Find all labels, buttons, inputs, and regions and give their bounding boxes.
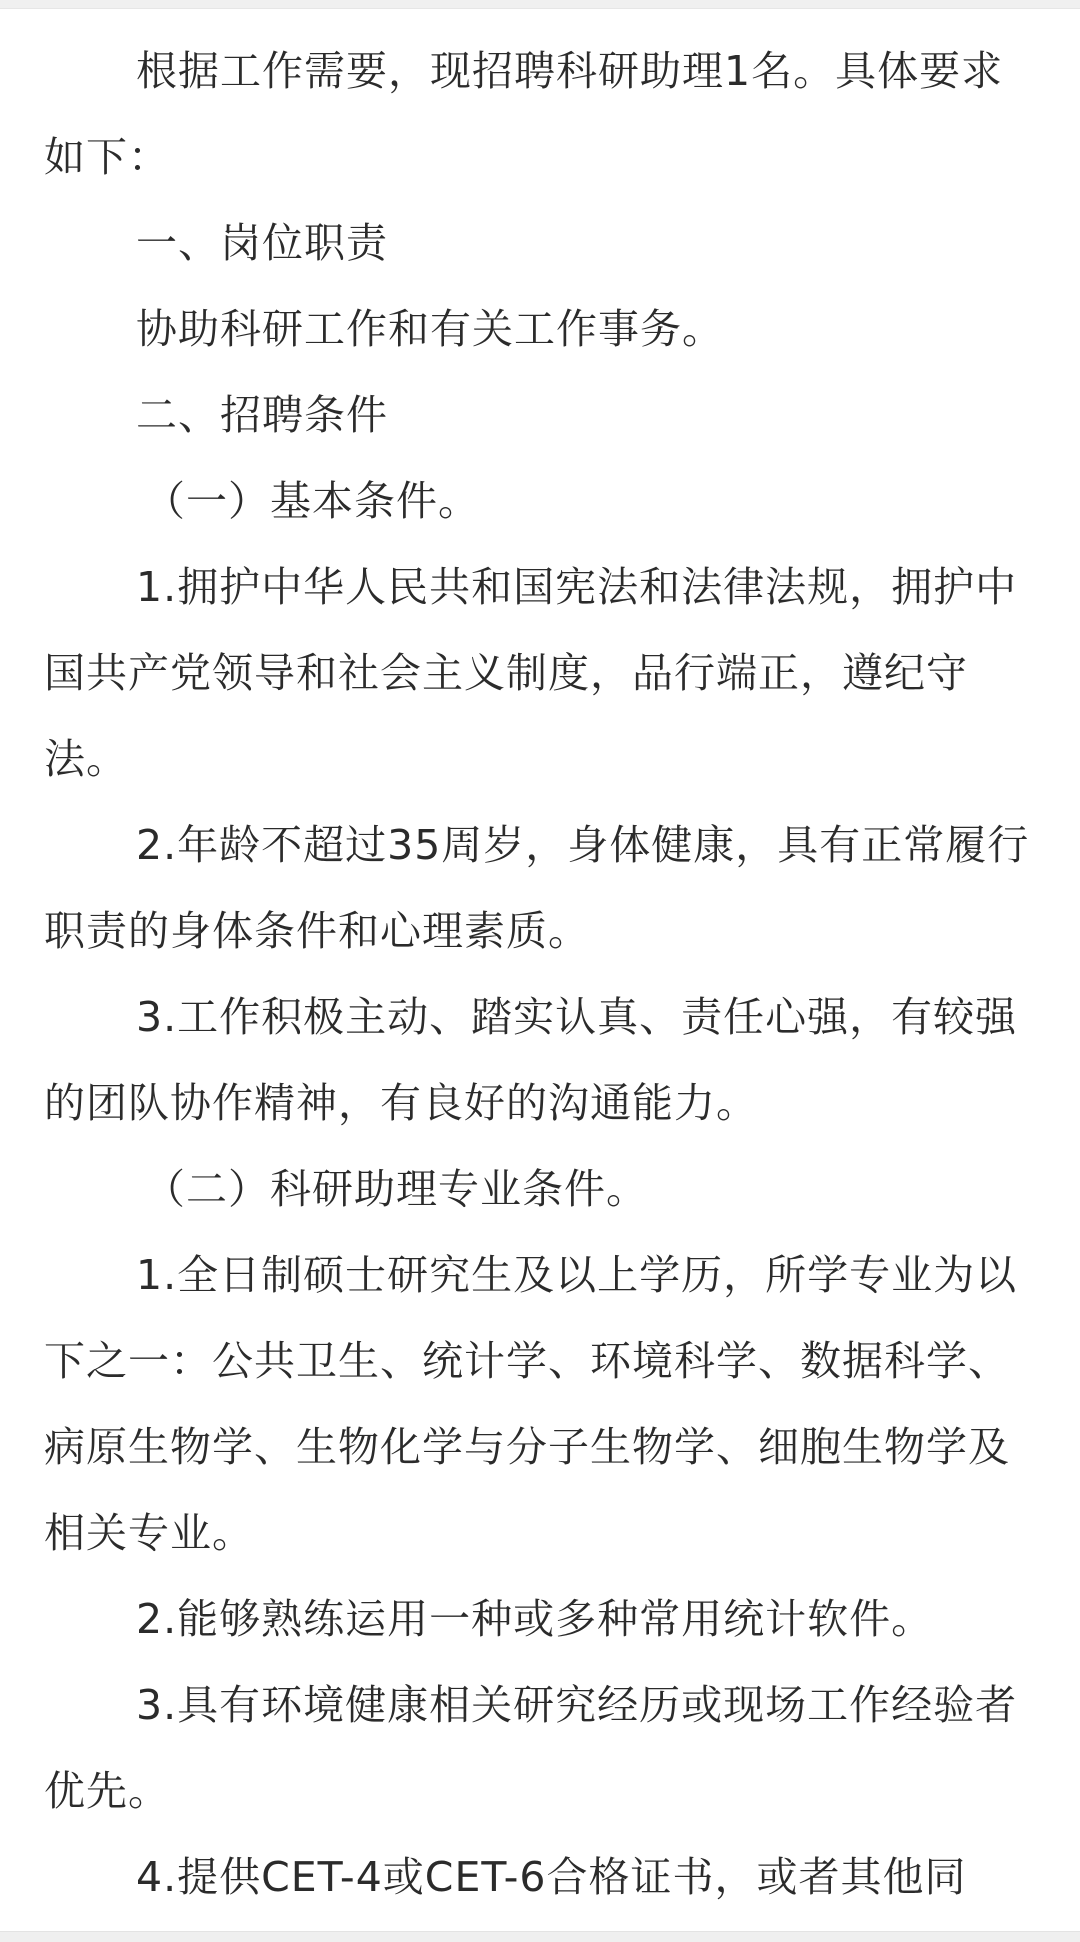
bottom-divider (0, 1931, 1080, 1942)
top-divider (0, 0, 1080, 9)
intro-paragraph: 根据工作需要，现招聘科研助理1名。具体要求如下： (44, 47, 1004, 181)
professional-condition-1: 1.全日制硕士研究生及以上学历，所学专业为以下之一：公共卫生、统计学、环境科学、数据科学、病原生物学、生物化学与分子生物学、细胞生物学及相关专业。 (44, 1251, 1018, 1557)
basic-condition-3: 3.工作积极主动、踏实认真、责任心强，有较强的团队协作精神，有良好的沟通能力。 (44, 993, 1018, 1127)
professional-condition-4: 4.提供CET-4或CET-6合格证书，或者其他同 (136, 1853, 967, 1901)
professional-condition-2: 2.能够熟练运用一种或多种常用统计软件。 (136, 1595, 934, 1643)
basic-condition-2: 2.年龄不超过35周岁，身体健康，具有正常履行职责的身体条件和心理素质。 (44, 821, 1030, 955)
duties-text: 协助科研工作和有关工作事务。 (136, 305, 724, 353)
article-body[interactable] (44, 28, 1040, 1920)
section-heading-duties: 一、岗位职责 (136, 219, 388, 267)
basic-condition-1: 1.拥护中华人民共和国宪法和法律法规，拥护中国共产党领导和社会主义制度，品行端正，遵纪守法。 (44, 563, 1018, 783)
section-heading-requirements: 二、招聘条件 (136, 391, 388, 439)
professional-condition-3: 3.具有环境健康相关研究经历或现场工作经验者优先。 (44, 1681, 1018, 1815)
subheading-professional-conditions: （二）科研助理专业条件。 (144, 1165, 648, 1213)
subheading-basic-conditions: （一）基本条件。 (144, 477, 480, 525)
